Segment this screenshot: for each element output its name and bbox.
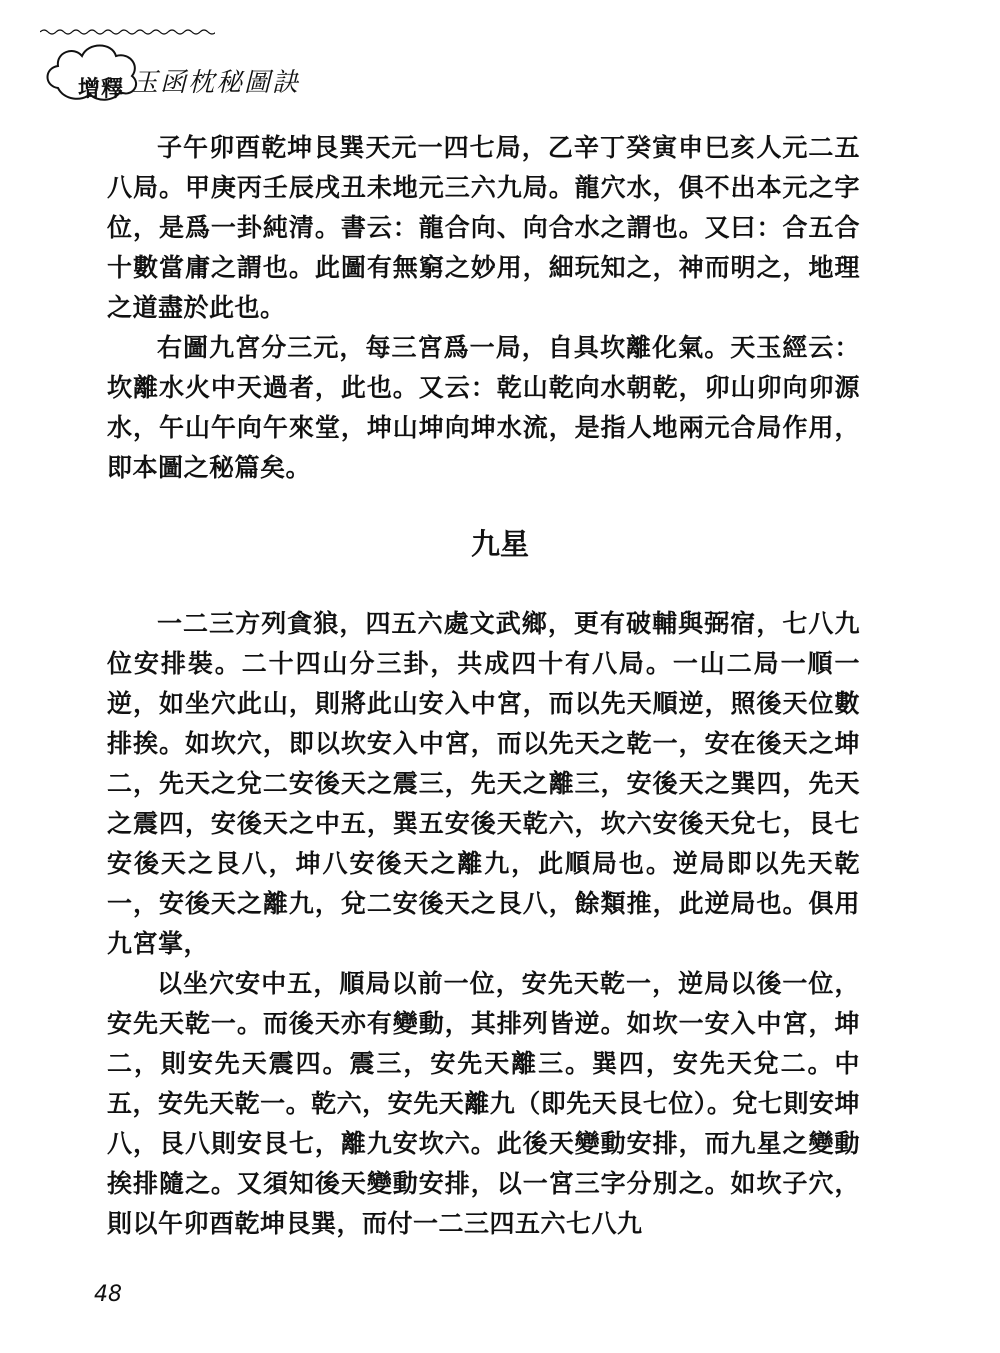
paragraph: 右圖九宮分三元，每三宮爲一局，自具坎離化氣。天玉經云：坎離水火中天過者，此也。又云：乾山乾向水朝乾，卯山卯向卯源水，午山午向午來堂，坤山坤向坤水流，是指人地兩元合局作用，即本圖之秘篇矣。 [107,333,860,482]
header-book-title: 玉函枕秘圖訣 [132,68,301,98]
paragraph: 以坐穴安中五，順局以前一位，安先天乾一，逆局以後一位，安先天乾一。而後天亦有變動，其排列皆逆。如坎一安入中宮，坤二，則安先天震四。震三，安先天離三。巽四，安先天兌二。中五，安先天乾一。乾六，安先天離九（即先天艮七位）。兌七則安坤八，艮八則安艮七，離九安坎六。此後天變動安排，而九星之變動挨排隨之。又須知後天變動安排，以一宮三字分別之。如坎子穴，則以午卯酉乾坤艮巽，而付一二三四五六七八九 [107,969,860,1238]
wavy-underline [40,28,215,36]
section-one-body [107,128,860,488]
section-two-body [107,604,860,1244]
section-heading: 九星 [470,527,529,561]
running-header [40,28,340,108]
page-number: 48 [94,1282,122,1307]
header-series-label: 增釋 [78,77,125,102]
paragraph: 子午卯酉乾坤艮巽天元一四七局，乙辛丁癸寅申巳亥人元二五八局。甲庚丙壬辰戌丑未地元三六九局。龍穴水，俱不出本元之字位，是爲一卦純清。書云：龍合向、向合水之謂也。又曰：合五合十數當庸之謂也。此圖有無窮之妙用，細玩知之，神而明之，地理之道盡於此也。 [107,133,860,322]
paragraph: 一二三方列貪狼，四五六處文武鄉，更有破輔與弼宿，七八九位安排裝。二十四山分三卦，共成四十有八局。一山二局一順一逆，如坐穴此山，則將此山安入中宮，而以先天順逆，照後天位數排挨。如坎穴，即以坎安入中宮，而以先天之乾一，安在後天之坤二，先天之兌二安後天之震三，先天之離三，安後天之巽四，先天之震四，安後天之中五，巽五安後天乾六，坎六安後天兌七，艮七安後天之艮八，坤八安後天之離九，此順局也。逆局即以先天乾一，安後天之離九，兌二安後天之艮八，餘類推，此逆局也。俱用九宮掌， [107,609,860,958]
